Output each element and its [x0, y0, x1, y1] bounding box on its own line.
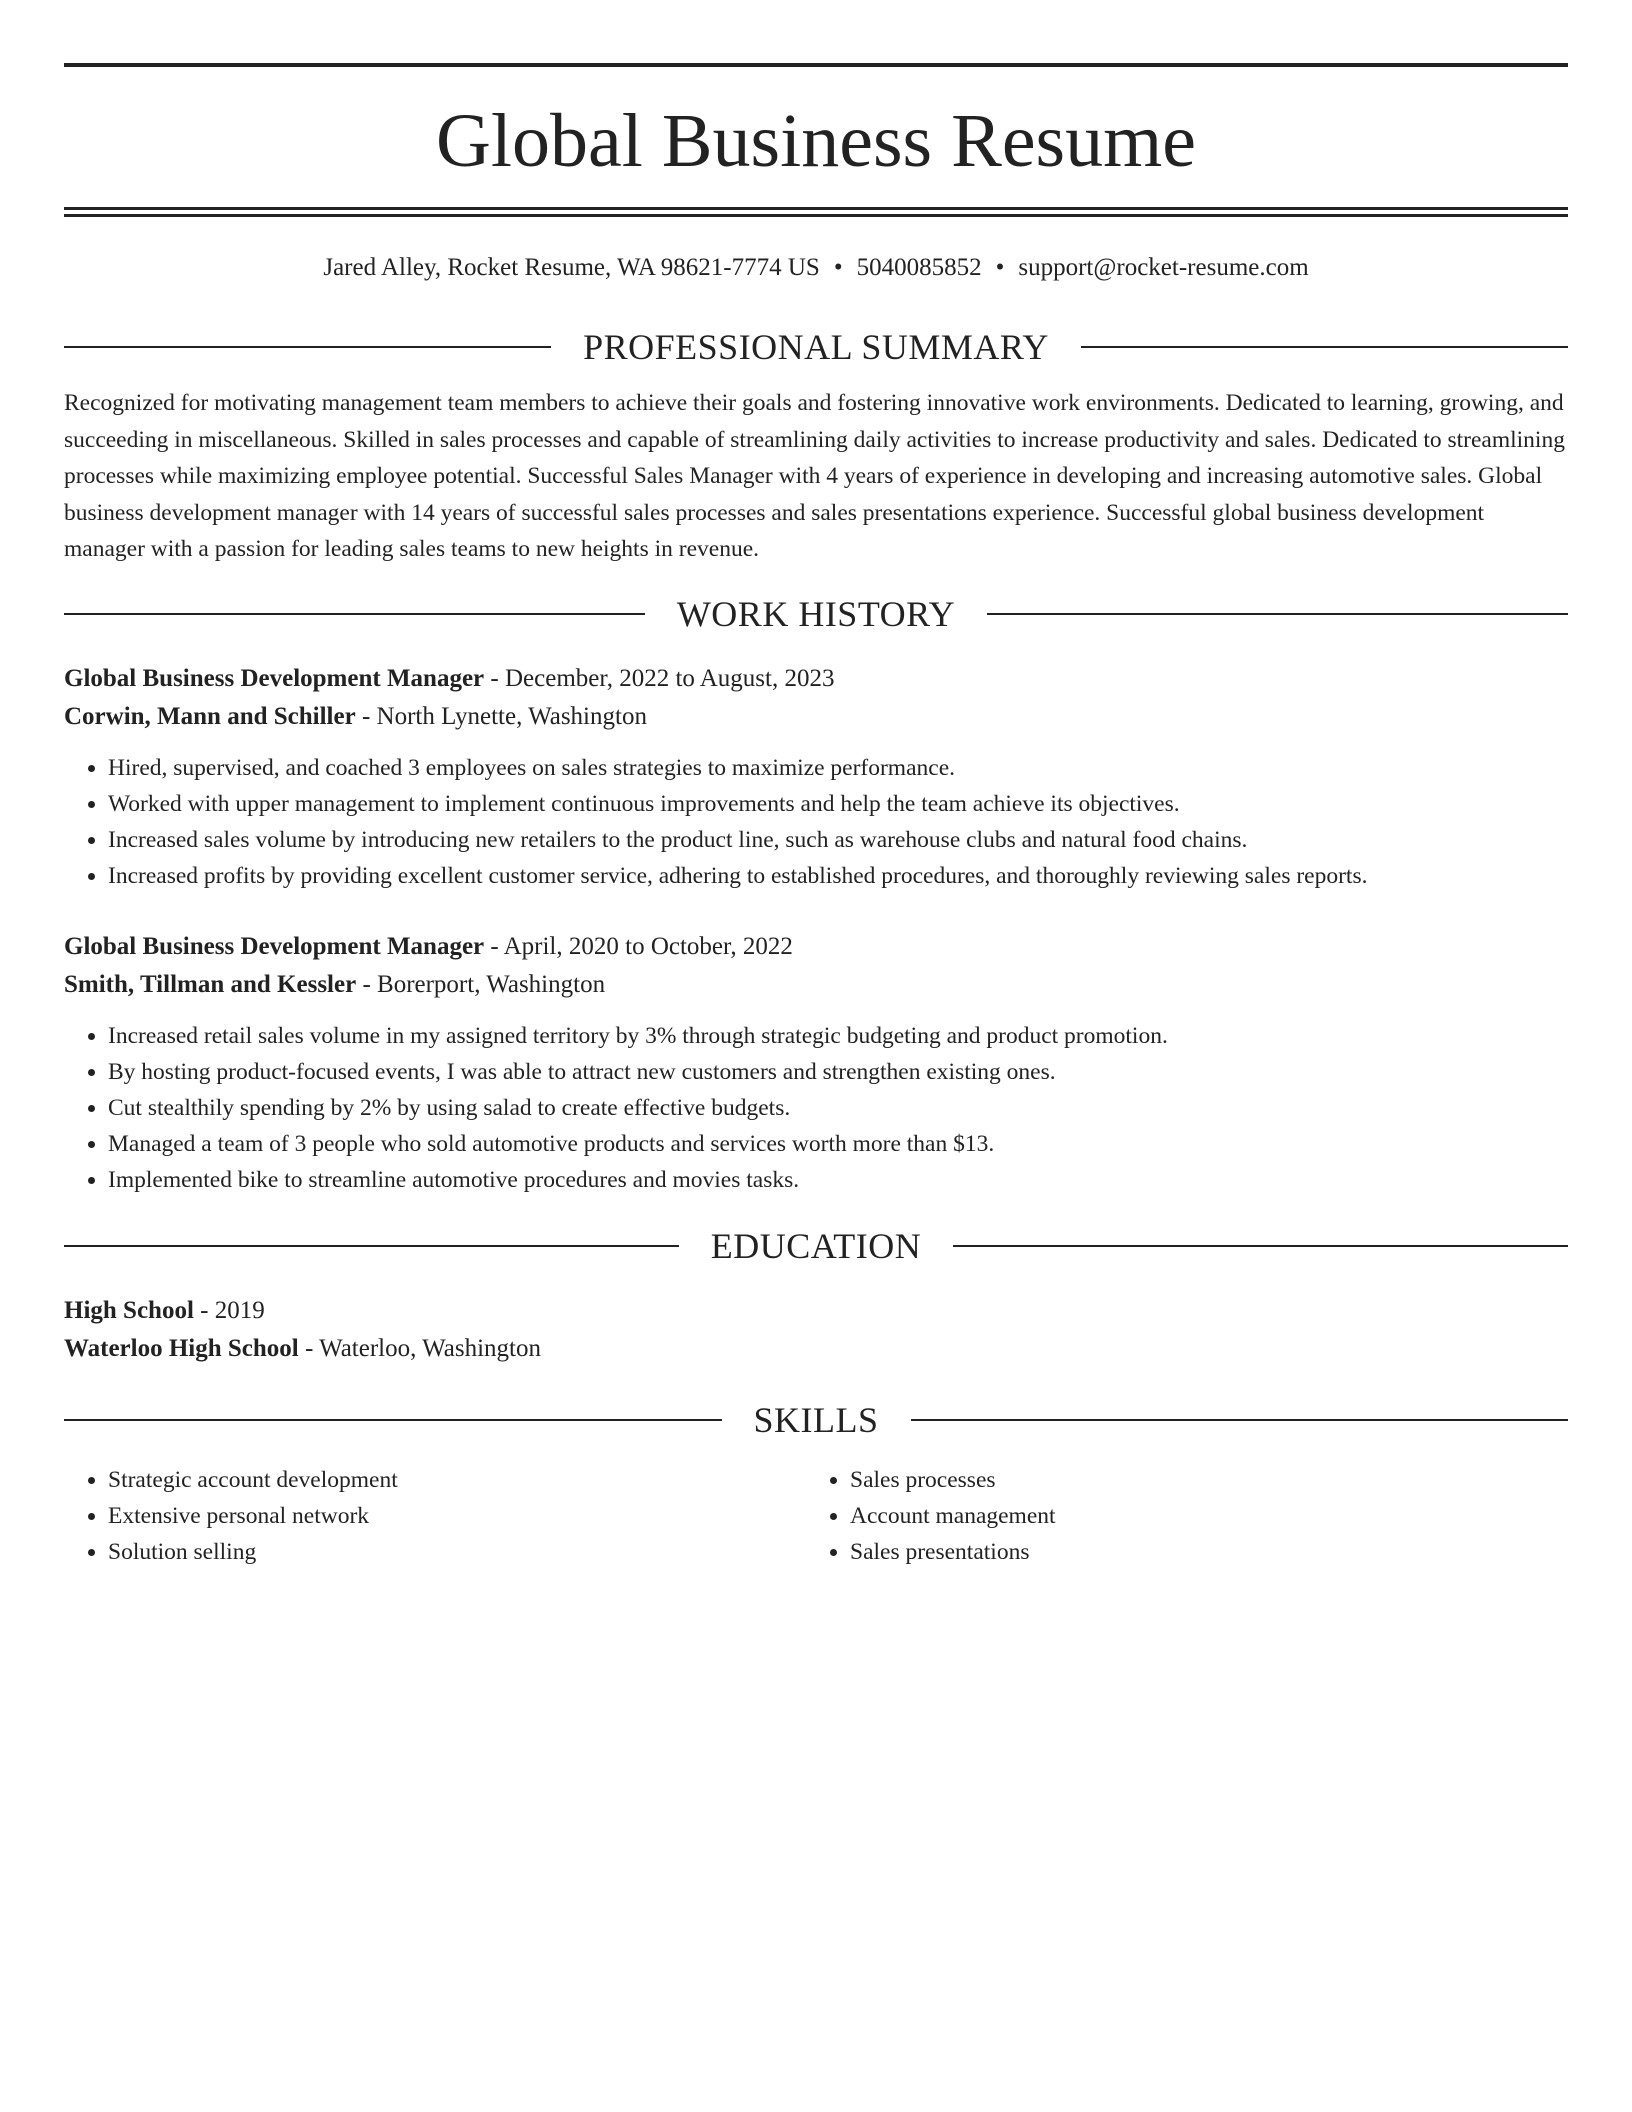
summary-paragraph: Recognized for motivating management team members to achieve their goals and fostering innovative work environments. Dedicated to learning, growing, and succeeding in miscellaneous. Skilled in sales processes and capable of streamlining daily activities to increase productivity and sales. Dedicated to streamlining processes while maximizing employee potential. Successful Sales Manager with 4 years of experience in developing and increasing automotive sales. Global business development manager with 14 years of successful sales processes and sales presentations experience. Successful global business development manager with a passion for leading sales teams to new heights in revenue. — [64, 390, 1565, 562]
education-degree: High School — [64, 1296, 194, 1324]
job-bullet: • Managed a team of 3 people who sold automotive products and services worth more than $13. — [108, 1126, 1568, 1162]
section-rule — [64, 1245, 679, 1247]
job-entry — [64, 660, 1568, 894]
contact-address: Jared Alley, Rocket Resume, WA 98621-7774 US — [323, 254, 820, 281]
contact-separator: • — [833, 254, 843, 281]
skill-item: • Strategic account development — [108, 1462, 806, 1498]
skill-item: • Sales processes — [850, 1462, 1548, 1498]
contact-email: support@rocket-resume.com — [1018, 254, 1309, 281]
job-bullet: • Cut stealthily spending by 2% by using salad to create effective budgets. — [108, 1090, 1568, 1126]
job-company: Smith, Tillman and Kessler — [64, 970, 357, 998]
section-header-work — [64, 594, 1568, 634]
contact-phone: 5040085852 — [856, 254, 982, 281]
job-title: Global Business Development Manager — [64, 664, 485, 692]
section-rule — [64, 1419, 722, 1421]
section-header-summary — [64, 327, 1568, 367]
resume-title: Global Business Resume — [436, 99, 1196, 183]
education-degree-line — [64, 1292, 1568, 1330]
section-rule — [64, 346, 551, 348]
section-rule — [1081, 346, 1568, 348]
job-company: Corwin, Mann and Schiller — [64, 702, 356, 730]
job-bullet: • Hired, supervised, and coached 3 employees on sales strategies to maximize performance. — [108, 750, 1568, 786]
education-entry — [64, 1292, 1568, 1368]
job-bullets — [64, 1018, 1568, 1198]
job-title-line — [64, 928, 1568, 966]
skill-item: • Extensive personal network — [108, 1498, 806, 1534]
job-company-line — [64, 966, 1568, 1004]
skill-item: • Sales presentations — [850, 1534, 1548, 1570]
job-title: Global Business Development Manager — [64, 932, 485, 960]
section-rule — [953, 1245, 1568, 1247]
skills-list-left — [64, 1462, 806, 1570]
job-company-line — [64, 698, 1568, 736]
title-double-rule — [64, 207, 1568, 217]
section-rule — [911, 1419, 1569, 1421]
education-school: Waterloo High School — [64, 1334, 299, 1362]
job-location: - Borerport, Washington — [356, 970, 606, 998]
skill-item: • Solution selling — [108, 1534, 806, 1570]
section-title-summary: PROFESSIONAL SUMMARY — [583, 327, 1049, 367]
section-title-skills: SKILLS — [753, 1399, 879, 1440]
education-school-line — [64, 1330, 1568, 1368]
job-dates: - April, 2020 to October, 2022 — [484, 932, 793, 960]
job-title-line — [64, 660, 1568, 698]
contact-separator: • — [995, 254, 1005, 281]
section-title-education: EDUCATION — [710, 1225, 922, 1266]
section-rule — [987, 613, 1568, 615]
job-bullets — [64, 750, 1568, 894]
section-title-work: WORK HISTORY — [676, 593, 956, 634]
job-bullet: • Increased profits by providing excellent customer service, adhering to established procedures, and thoroughly reviewing sales reports. — [108, 858, 1568, 894]
job-bullet: • Increased retail sales volume in my assigned territory by 3% through strategic budgeting and product promotion. — [108, 1018, 1568, 1054]
job-entry — [64, 928, 1568, 1198]
skill-item: • Account management — [850, 1498, 1548, 1534]
resume-page — [64, 0, 1568, 1570]
job-dates: - December, 2022 to August, 2023 — [484, 664, 835, 692]
top-rule — [64, 63, 1568, 67]
contact-line — [64, 251, 1568, 291]
section-header-education — [64, 1226, 1568, 1266]
section-header-skills — [64, 1400, 1568, 1440]
job-bullet: • Increased sales volume by introducing new retailers to the product line, such as warehouse clubs and natural food chains. — [108, 822, 1568, 858]
education-location: - Waterloo, Washington — [298, 1334, 541, 1362]
skills-list-right — [806, 1462, 1548, 1570]
job-bullet: • Implemented bike to streamline automotive procedures and movies tasks. — [108, 1162, 1568, 1198]
skills-columns — [64, 1462, 1568, 1570]
job-bullet: • Worked with upper management to implement continuous improvements and help the team achieve its objectives. — [108, 786, 1568, 822]
section-rule — [64, 613, 645, 615]
job-location: - North Lynette, Washington — [355, 702, 647, 730]
job-bullet: • By hosting product-focused events, I was able to attract new customers and strengthen existing ones. — [108, 1054, 1568, 1090]
education-year: - 2019 — [193, 1296, 265, 1324]
